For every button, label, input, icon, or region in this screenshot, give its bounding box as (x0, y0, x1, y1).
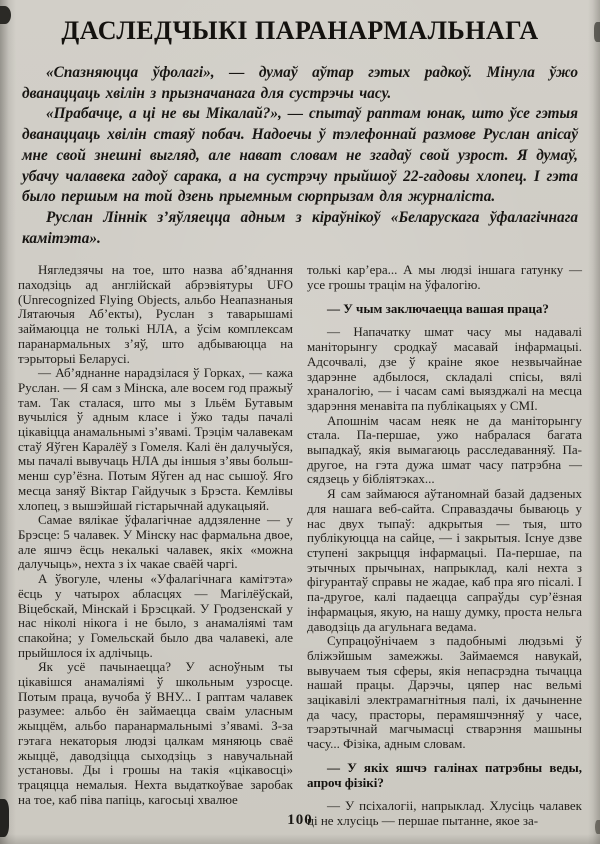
scan-edge-shadow-left (0, 0, 16, 844)
page-number: 100 (287, 812, 313, 828)
body-paragraph: Нягледзячы на тое, што назва аб’яднання паходзіць ад англійскай абрэвіятуры UFO (Unrecognized Flying Objects, альбо Неапазнаныя Лятаючыя Аб’екты), Руслан з таварышамі займаюцца не толькі НЛА, а ўсім комплексам паранармальных з’яў, што адбываюцца на тэрыторыі Беларусі. (18, 262, 293, 366)
body-paragraph: Самае вялікае ўфалагічнае аддзяленне — у Брэсце: 5 чалавек. У Мінску нас фармальна двое, але яшчэ ёсць некалькі чалавек, якіх «можна далучыць», нехта з іх чакае сваёй чаргі. (18, 512, 293, 572)
article-title: ДАСЛЕДЧЫКІ ПАРАНАРМАЛЬНАГА (61, 16, 539, 45)
right-column (307, 263, 582, 828)
body-columns (18, 263, 582, 828)
body-paragraph: А ўвогуле, члены «Уфалагічнага камітэта» ёсць у чатырох абласцях — Магілёўскай, Віцебскай, Мінскай і Брэсцкай. У Гродзенскай у нас ніколі нікога і не было, з анамаліямі там спакойна; у Гомельскай было два чалавекі, але прыйшлося іх адлічыць. (18, 571, 293, 660)
lead-section (22, 63, 578, 249)
body-paragraph: Супрацоўнічаем з падобнымі людзьмі ў бліжэйшым замежжы. Займаемся навукай, вывучаем тыя сферы, якія непасрэдна тычацца нашай працы. Дарэчы, цяпер нас вельмі зацікавілі электрамагнітныя палі, іх дачыненне да часу, прасторы, перамяшчэнняў у часе, тэарэтычнай магчымасці стварэння машыны часу... Фізіка, адным словам. (307, 633, 582, 752)
left-column (18, 263, 293, 828)
scan-edge-shadow-bottom (0, 834, 600, 844)
lead-paragraph: Руслан Ліннік з’яўляецца адным з кіраўнікоў «Беларускага ўфалагічнага камітэта». (22, 208, 578, 247)
interview-question: — У якіх яшчэ галінах патрэбны веды, апроч фізікі? (307, 759, 582, 790)
body-paragraph: — Аб’яднанне нарадзілася ў Горках, — кажа Руслан. — Я сам з Мінска, але восем год пражыў там. Так сталася, што мы з Ільём Бутавым вучыліся ў адным класе і ўжо тады пачалі цікавіцца анамальнымі з’явамі. Трэцім чалавекам стаў Яўген Каралёў з Гомеля. Калі ён далучыўся, мы пачалі вывучаць НЛА ды іншыя з’явы больш-менш сур’ёзна. Потым Яўген ад нас сышоў. Яго месца заняў Віктар Гайдучык з Брэста. Кемлівы хлопец, з вышэйшай гістарычнай адукацыяй. (18, 365, 293, 513)
body-paragraph: Як усё пачынаецца? У асноўным ты цікавішся анамаліямі ў школьным узросце. Потым праца, вучоба ў ВНУ... І раптам чалавек разумее: альбо ён займаецца сваім уласным жыццём, альбо паранармальнымі з’явамі. З-за гэтага некаторыя людзі цалкам мяняюць сваё жыццё, даводзіцца сыходзіць з навучальнай установы. Ды і грошы на такія «цікавосці» трацяцца немалыя. Нехта выдаткоўвае заробак на тое, каб піва папіць, кагосьці хвалюе (18, 659, 293, 807)
interview-question: — У чым заключаецца вашая праца? (327, 300, 549, 316)
scan-artifact-top-right (594, 22, 600, 42)
scan-edge-shadow-right (588, 0, 600, 844)
lead-paragraph: «Прабачце, а ці не вы Мікалай?», — спытаў раптам юнак, што ўсе гэтыя дванаццаць хвілін стаяў побач. Надоечы ў тэлефоннай размове Руслан апісаў мне свой знешні выгляд, але нават словам не згадаў свой узрост. Я думаў, убачу чалавека гадоў сарака, а на сустрэчу прыйшоў 22-гадовы хлопец. І гэта было першым на той дзень прыемным сюрпрызам для журналіста. (22, 105, 578, 206)
body-paragraph: — У псіхалогіі, напрыклад. Хлусіць чалавек ці не хлусіць — першае пытанне, якое за- (307, 798, 582, 828)
lead-paragraph: «Спазняюцца ўфолагі», — думаў аўтар гэтых радкоў. Мінула ўжо дванаццаць хвілін з прызначанага для сустрэчы часу. (22, 64, 578, 102)
body-paragraph: Я сам займаюся аўтаномнай базай дадзеных для нашага веб-сайта. Справаздачы бываюць у нас двух тыпаў: адкрытыя — тыя, што публікуюцца на сайце, — і закрытыя. Існуе дзве ступені закрыцця інфармацыі. Па-першае, па этычных прычынах, напрыклад, калі нехта з фігурантаў справы не жадае, каб пра яго пісалі. І па-другое, калі падаецца сапраўды сур’ёзная інфармацыя, якую, на нашу думку, проста нельга даводзіць да агульнага ведама. (307, 486, 582, 634)
body-paragraph: — Напачатку шмат часу мы надавалі маніторынгу сродкаў масавай інфармацыі. Адсочвалі, дзе ў краіне якое незвычайнае здарэнне адбылося, складалі спісы, вялі храналогію, — і часам самі выязджалі на месца здарэння менавіта па публікацыях у СМІ. (307, 324, 582, 413)
body-paragraph: Апошнім часам неяк не да маніторынгу стала. Па-першае, ужо набралася багата выпадкаў, якія вымагаюць расследаванняў. Па-другое, на гэта дужа шмат часу патрэбна — сядзець у бібліятэках... (307, 412, 582, 487)
body-paragraph-continuation: толькі кар’ера... А мы людзі іншага гатунку — усе грошы трацім на ўфалогію. (307, 262, 582, 293)
